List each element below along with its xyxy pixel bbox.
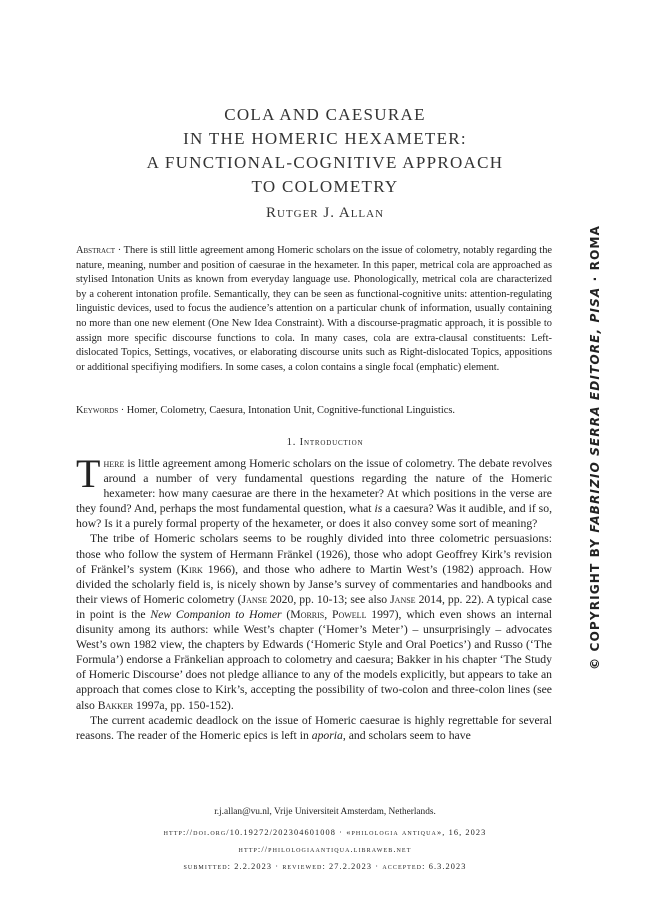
- citation-author: Janse: [241, 592, 267, 606]
- drop-cap: T: [76, 451, 101, 496]
- svg-text:© COPYRIGHT BY FABRIZIO SERRA: [587, 225, 602, 670]
- abstract-label: Abstract: [76, 245, 116, 256]
- keywords-label: Keywords: [76, 405, 119, 416]
- copyright-vertical-text: [578, 215, 608, 675]
- paragraph-text: 1966), and those who adhere to Martin West’s (1982) approach. How divided the scholarly field is, is nicely shown by Janse’s survey of commentaries and handbooks and their views of Homeric colometry (: [76, 562, 553, 606]
- paragraph-text: 1997a, pp. 150-152).: [133, 698, 234, 712]
- abstract-text: There is still little agreement among Homeric scholars on the issue of colometry, notably regarding the nature, meaning, number and position of caesurae in the hexameter. In this paper, metrical cola are approached as stylised Intonation Units as known from everyday language use. Phonologically, metrical cola are characterized by a coherent intonation profile. Semantically, they can be seen as functional-cognitive units: attention-regulating linguistic devices, used to focus the audience’s attention on a particular chunk of information, usually containing no more than one new element (One New Idea Constraint). With a discourse-pragmatic approach, it is possible to assign more specific discourse functions to cola. In many cases, cola are extra-clausal constituents: Left-dislocated Topics, Settings, vocatives, or elaborating discourse units such as Right-dislocated Topics, appositions or additional specifiying modifiers. In some cases, a colon contains a single focal (emphatic) element.: [76, 245, 552, 373]
- paragraph-text: The tribe of Homeric scholars seems to be roughly divided into three colometric persuasions: those who follow the system of Hermann Fränkel (1926), those who adopt Geoffrey Kirk’s revision of Fränkel’s system (: [76, 532, 552, 576]
- citation-author: Morris, Powell: [290, 607, 367, 621]
- paragraph-text: (: [281, 607, 291, 621]
- abstract-separator: ·: [115, 245, 124, 256]
- italic-text: aporia: [311, 728, 343, 742]
- citation-author: Kirk: [180, 562, 203, 576]
- title-line: A FUNCTIONAL-COGNITIVE APPROACH: [146, 153, 504, 172]
- paragraph: [76, 713, 552, 743]
- author-affiliation: r.j.allan@vu.nl, Vrije Universiteit Amsterdam, Netherlands.: [214, 807, 436, 817]
- copyright-prefix: © COPYRIGHT BY: [587, 528, 602, 670]
- keywords: [76, 405, 552, 416]
- title-line: COLA AND CAESURAE: [224, 105, 426, 124]
- abstract: [76, 244, 552, 375]
- title-line: TO COLOMETRY: [251, 177, 399, 196]
- keywords-separator: ·: [118, 405, 127, 416]
- citation-author: Janse: [390, 592, 416, 606]
- copyright-suffix: · ROMA: [587, 223, 602, 287]
- paragraph-text: is little agreement among Homeric scholars on the issue of colometry. The debate revolves around a number of very fundamental questions regarding the nature of the Homeric hexameter: how many caesurae are there in the hexameter? At which positions in the verse are they found? And, perhaps the most fundamental question, what: [76, 457, 552, 516]
- title-line: IN THE HOMERIC HEXAMETER:: [183, 129, 467, 148]
- body-text: [76, 451, 553, 743]
- paragraph-text: , and scholars seem to have: [342, 728, 471, 742]
- doi-line: http://doi.org/10.19272/202304601008 · «philologia antiqua», 16, 2023: [163, 828, 487, 837]
- paragraph: [76, 531, 552, 712]
- paper-title: [0, 103, 650, 199]
- submission-dates: submitted: 2.2.2023 · reviewed: 27.2.2023 · accepted: 6.3.2023: [183, 862, 467, 871]
- paragraph-text: 1997), which even shows an internal disunity among its authors: while West’s chapter (‘Homer’s Meter’) – unsurprisingly – advocates West’s own 1982 view, the chapters by Edwards (‘Homeric Style and Oral Poetics’) and Russo (‘The Formula’) endorse a Fränkelian approach to colometry and caesura; Bakker in his chapter ‘The Study of Homeric Discourse’ does not pledge alliance to any of the models explicitly, but appears to take an approach that comes close to Kirk’s, accepting the possibility of two-colon and three-colon lines (see also: [76, 607, 552, 712]
- copyright-notice: [578, 215, 608, 675]
- citation-author: Bakker: [97, 698, 134, 712]
- keywords-text: Homer, Colometry, Caesura, Intonation Unit, Cognitive-functional Linguistics.: [126, 405, 455, 416]
- copyright-publisher: FABRIZIO SERRA EDITORE, PISA: [587, 279, 602, 533]
- paragraph-text: The current academic deadlock on the issue of Homeric caesurae is highly regrettable for several reasons. The reader of the Homeric epics is left in: [76, 713, 552, 742]
- section-heading: 1. Introduction: [286, 437, 364, 448]
- paragraph-text: a caesura? Was it audible, and if so, how? Is it a purely formal property of the hexameter, or does it also convey some sort of meaning?: [76, 502, 552, 531]
- paragraph: [76, 451, 552, 531]
- author-name: Rutger J. Allan: [265, 205, 385, 221]
- journal-url: http://philologiaantiqua.libraweb.net: [238, 845, 412, 854]
- smallcaps-word: here: [103, 457, 125, 470]
- paragraph-text: 2020, pp. 10-13; see also: [267, 592, 391, 606]
- italic-text: is: [374, 502, 383, 516]
- paragraph-text: 2014, pp. 22). A typical case in point is the: [76, 592, 552, 621]
- italic-text: New Companion to Homer: [150, 607, 282, 621]
